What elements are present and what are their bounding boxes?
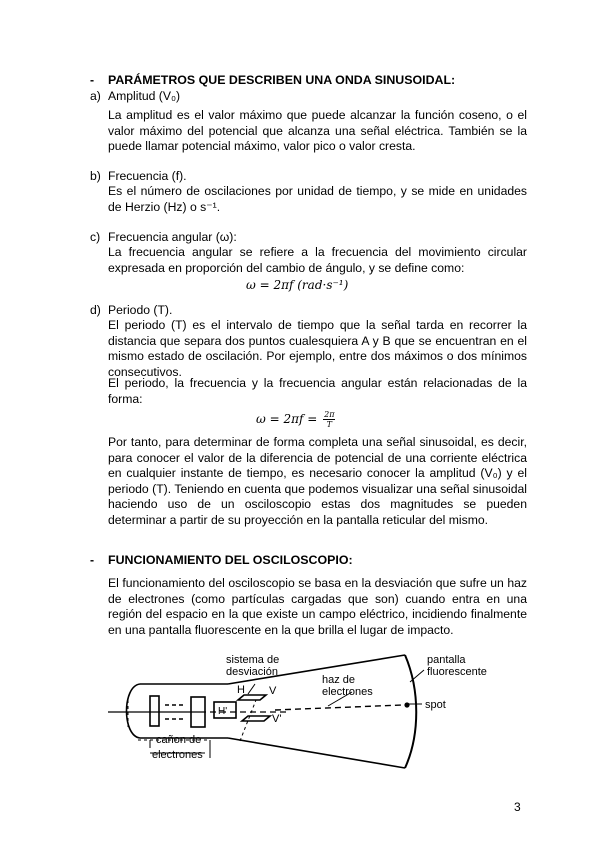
- label-canon-1: cañon de: [156, 734, 202, 746]
- section1-bullet: -: [90, 73, 95, 87]
- gun-cathode: [150, 696, 159, 726]
- label-V-prime: V': [272, 713, 282, 725]
- label-sistema-2: desviación: [226, 666, 278, 678]
- formula-angular-frequency: ω = 2πf (rad·s⁻¹): [246, 278, 349, 292]
- label-canon-2: electrones: [152, 749, 203, 761]
- flare-bottom-line: [228, 738, 405, 768]
- item-c-body: La frecuencia angular se refiere a la frecuencia del movimiento circular expresada en proporción del cambio de ángulo, y se define como:: [108, 245, 527, 275]
- spot-dot: [404, 702, 409, 707]
- pointer-sistema: [248, 684, 255, 694]
- label-haz-1: haz de: [322, 674, 356, 686]
- label-pantalla-2: fluorescente: [427, 666, 487, 678]
- section2-heading: FUNCIONAMIENTO DEL OSCILOSCOPIO:: [108, 553, 353, 567]
- beam-dashed: [275, 705, 403, 710]
- V-plate-bottom: [242, 716, 270, 721]
- item-c-title: Frecuencia angular (ω):: [108, 230, 237, 244]
- label-H: H: [237, 684, 245, 696]
- item-a-title: Amplitud (V₀): [108, 89, 181, 103]
- formula-numerator: 2π: [324, 410, 335, 419]
- item-a-body: La amplitud es el valor máximo que puede alcanzar la función coseno, o el valor máximo del potencial que alcanza una señal eléctrica. También se la puede llamar potencial máximo, valor pico o valor cresta.: [108, 108, 527, 154]
- section2-bullet: -: [90, 553, 95, 567]
- item-c-label: c): [90, 230, 101, 244]
- section1-heading: PARÁMETROS QUE DESCRIBEN UNA ONDA SINUSOIDAL:: [108, 73, 456, 87]
- item-d-body3: Por tanto, para determinar de forma completa una señal sinusoidal, es decir, para conocer el valor de la diferencia de potencial de una corriente eléctrica en cualquier instante de tiempo, es necesario conocer la amplitud (V₀) y el periodo (T). Teniendo en cuenta que podemos visualizar una señal sinusoidal haciendo uso de un osciloscopio estas dos magnitudes se pueden determinar a partir de su proyección en la pantalla reticular del mismo.: [108, 435, 527, 527]
- item-a-label: a): [90, 89, 101, 103]
- section2-body: El funcionamiento del osciloscopio se basa en la desviación que sufre un haz de electrones (como partículas cargadas que son) cuando entra en una región del espacio en la que existe un campo eléctrico, incidiendo finalmente en una pantalla fluorescente en la que brilla el lugar de impacto.: [108, 576, 527, 637]
- item-d-body: El periodo (T) es el intervalo de tiempo que la señal tarda en recorrer la distancia que separa dos puntos cualesquiera A y B que se encuentran en el mismo estado de oscilación. Por ejemplo, entre dos máximos o dos mínimos consecutivos.: [108, 318, 527, 379]
- label-pantalla-1: pantalla: [427, 654, 466, 666]
- label-H-prime: H': [218, 706, 228, 717]
- label-V: V: [269, 685, 277, 697]
- item-b-title: Frecuencia (f).: [108, 169, 187, 183]
- item-d-title: Periodo (T).: [108, 303, 173, 317]
- item-d-label: d): [90, 303, 101, 317]
- label-sistema-1: sistema de: [226, 654, 280, 666]
- formula-period-left: ω = 2πf =: [256, 412, 322, 426]
- formula-denominator: T: [326, 420, 332, 429]
- label-spot: spot: [425, 699, 446, 711]
- tube-left-cap: [127, 684, 141, 738]
- item-b-body: Es el número de oscilaciones por unidad de tiempo, y se mide en unidades de Herzio (Hz) o s⁻¹.: [108, 184, 527, 214]
- item-b-label: b): [90, 169, 101, 183]
- item-d-body2: El periodo, la frecuencia y la frecuencia angular están relacionadas de la forma:: [108, 376, 527, 406]
- fluorescent-screen: [405, 655, 416, 768]
- page-number: 3: [514, 800, 521, 814]
- label-haz-2: electrones: [322, 686, 373, 698]
